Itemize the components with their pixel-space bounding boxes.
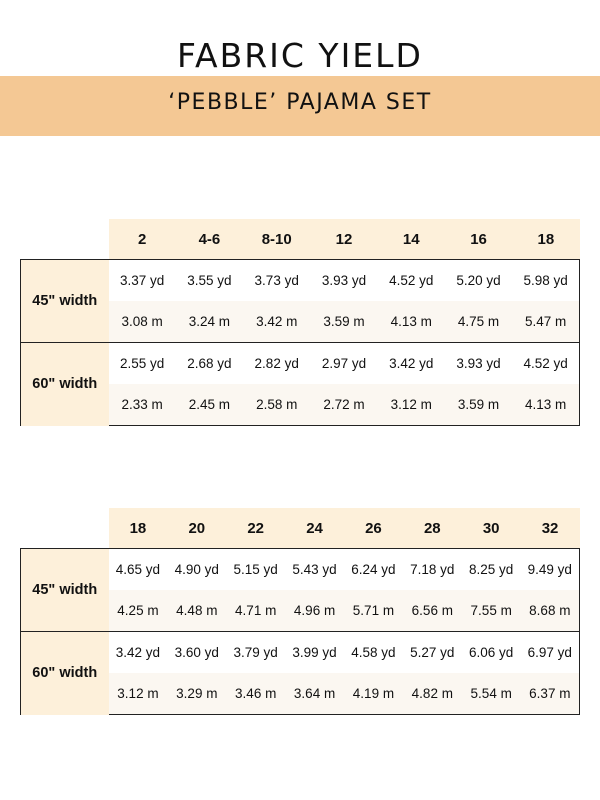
- yardage-cell: 3.73 yd: [243, 260, 310, 302]
- meterage-cell: 2.72 m: [310, 384, 377, 426]
- meterage-cell: 3.42 m: [243, 301, 310, 343]
- meterage-cell: 3.64 m: [285, 673, 344, 715]
- yardage-cell: 2.82 yd: [243, 343, 310, 385]
- yardage-cell: 3.99 yd: [285, 632, 344, 674]
- fabric-width-label: 60" width: [21, 343, 109, 426]
- size-header: 28: [403, 508, 462, 549]
- yardage-cell: 3.60 yd: [167, 632, 226, 674]
- size-header: 16: [445, 219, 512, 260]
- yardage-cell: 9.49 yd: [521, 549, 580, 591]
- size-header: 24: [285, 508, 344, 549]
- size-header: 22: [226, 508, 285, 549]
- meterage-cell: 3.12 m: [109, 673, 168, 715]
- meterage-cell: 3.29 m: [167, 673, 226, 715]
- yardage-cell: 5.98 yd: [512, 260, 579, 302]
- meterage-cell: 4.96 m: [285, 590, 344, 632]
- page-title: FABRIC YIELD: [177, 36, 423, 76]
- yardage-cell: 2.55 yd: [109, 343, 176, 385]
- yardage-cell: 4.65 yd: [109, 549, 168, 591]
- yardage-cell: 3.93 yd: [310, 260, 377, 302]
- size-header: 32: [521, 508, 580, 549]
- size-header: 8-10: [243, 219, 310, 260]
- yardage-cell: 6.06 yd: [462, 632, 521, 674]
- yardage-cell: 3.79 yd: [226, 632, 285, 674]
- meterage-cell: 4.82 m: [403, 673, 462, 715]
- yield-table-small-sizes: [20, 219, 580, 426]
- size-header: 12: [310, 219, 377, 260]
- meterage-cell: 2.45 m: [176, 384, 243, 426]
- size-header-row: [21, 508, 580, 549]
- meterage-cell: 4.48 m: [167, 590, 226, 632]
- yardage-cell: 8.25 yd: [462, 549, 521, 591]
- header-blank-cell: [21, 508, 109, 549]
- yardage-cell: 5.20 yd: [445, 260, 512, 302]
- yardage-cell: 5.27 yd: [403, 632, 462, 674]
- meterage-cell: 7.55 m: [462, 590, 521, 632]
- yardage-cell: 4.52 yd: [512, 343, 579, 385]
- size-header: 14: [378, 219, 445, 260]
- meterage-cell: 2.58 m: [243, 384, 310, 426]
- yardage-row: [21, 632, 580, 674]
- meterage-cell: 6.37 m: [521, 673, 580, 715]
- yardage-cell: 3.42 yd: [378, 343, 445, 385]
- meterage-cell: 3.59 m: [310, 301, 377, 343]
- yardage-row: [21, 260, 580, 302]
- meterage-cell: 5.54 m: [462, 673, 521, 715]
- meterage-cell: 6.56 m: [403, 590, 462, 632]
- yardage-cell: 3.93 yd: [445, 343, 512, 385]
- yield-table-large-sizes: [20, 508, 580, 715]
- size-header: 4-6: [176, 219, 243, 260]
- yardage-cell: 3.37 yd: [109, 260, 176, 302]
- yardage-cell: 2.68 yd: [176, 343, 243, 385]
- meterage-cell: 4.75 m: [445, 301, 512, 343]
- meterage-cell: 4.13 m: [378, 301, 445, 343]
- yardage-cell: 4.58 yd: [344, 632, 403, 674]
- meterage-cell: 3.46 m: [226, 673, 285, 715]
- meterage-cell: 4.25 m: [109, 590, 168, 632]
- meterage-cell: 5.47 m: [512, 301, 579, 343]
- meterage-cell: 4.13 m: [512, 384, 579, 426]
- meterage-cell: 4.71 m: [226, 590, 285, 632]
- meterage-cell: 3.24 m: [176, 301, 243, 343]
- size-header: 18: [512, 219, 579, 260]
- fabric-width-label: 60" width: [21, 632, 109, 715]
- yardage-cell: 2.97 yd: [310, 343, 377, 385]
- yardage-cell: 6.24 yd: [344, 549, 403, 591]
- yardage-row: [21, 549, 580, 591]
- fabric-width-label: 45" width: [21, 260, 109, 343]
- size-header: 2: [109, 219, 176, 260]
- size-header: 26: [344, 508, 403, 549]
- meterage-cell: 2.33 m: [109, 384, 176, 426]
- size-header: 18: [109, 508, 168, 549]
- yardage-cell: 6.97 yd: [521, 632, 580, 674]
- size-header: 20: [167, 508, 226, 549]
- pattern-name: ‘PEBBLE’ PAJAMA SET: [168, 90, 432, 115]
- meterage-cell: 5.71 m: [344, 590, 403, 632]
- size-header: 30: [462, 508, 521, 549]
- yardage-cell: 4.90 yd: [167, 549, 226, 591]
- fabric-width-label: 45" width: [21, 549, 109, 632]
- yardage-cell: 3.55 yd: [176, 260, 243, 302]
- yardage-cell: 3.42 yd: [109, 632, 168, 674]
- yardage-cell: 4.52 yd: [378, 260, 445, 302]
- meterage-cell: 3.59 m: [445, 384, 512, 426]
- meterage-cell: 3.08 m: [109, 301, 176, 343]
- meterage-cell: 4.19 m: [344, 673, 403, 715]
- yardage-row: [21, 343, 580, 385]
- yardage-cell: 5.15 yd: [226, 549, 285, 591]
- meterage-cell: 8.68 m: [521, 590, 580, 632]
- meterage-cell: 3.12 m: [378, 384, 445, 426]
- size-header-row: [21, 219, 580, 260]
- header-blank-cell: [21, 219, 109, 260]
- yardage-cell: 5.43 yd: [285, 549, 344, 591]
- yardage-cell: 7.18 yd: [403, 549, 462, 591]
